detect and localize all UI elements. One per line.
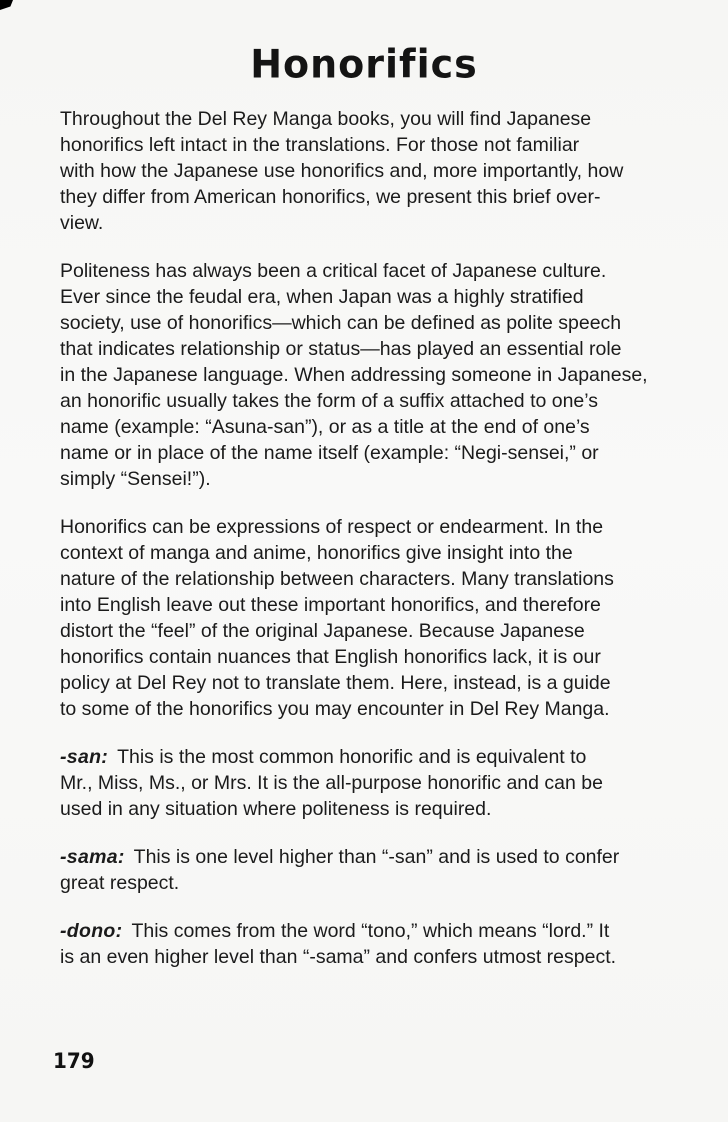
- body-text: [60, 106, 680, 992]
- text-line: honorifics left intact in the translations. For those not familiar: [60, 134, 580, 156]
- text-fragment: This is one level higher than “-san” and is used to confer: [133, 846, 620, 868]
- text-line: with how the Japanese use honorifics and, more importantly, how: [60, 160, 624, 182]
- page-number: 179: [53, 1049, 95, 1073]
- text-line: honorifics contain nuances that English honorifics lack, it is our: [60, 646, 601, 668]
- text-line: context of manga and anime, honorifics give insight into the: [60, 542, 573, 564]
- text-line: used in any situation where politeness is required.: [60, 798, 492, 820]
- text-line: view.: [60, 212, 104, 234]
- text-line: they differ from American honorifics, we present this brief over-: [60, 186, 601, 208]
- honorific-term-dono: -dono:: [60, 920, 123, 942]
- text-line: great respect.: [60, 872, 180, 894]
- text-line: in the Japanese language. When addressing someone in Japanese,: [60, 364, 648, 386]
- text-line: policy at Del Rey not to translate them. Here, instead, is a guide: [60, 672, 611, 694]
- text-fragment: This is the most common honorific and is equivalent to: [117, 746, 587, 768]
- paragraph-politeness: [60, 258, 680, 492]
- paragraph-expressions: [60, 514, 680, 722]
- honorific-entry-sama: [60, 844, 680, 896]
- honorific-term-sama: -sama:: [60, 846, 125, 868]
- text-line: is an even higher level than “-sama” and confers utmost respect.: [60, 946, 617, 968]
- text-line: Throughout the Del Rey Manga books, you will find Japanese: [60, 108, 592, 130]
- text-line: nature of the relationship between characters. Many translations: [60, 568, 614, 590]
- text-line: to some of the honorifics you may encounter in Del Rey Manga.: [60, 698, 610, 720]
- text-line: [60, 918, 680, 944]
- text-line: name (example: “Asuna-san”), or as a title at the end of one’s: [60, 416, 590, 438]
- honorific-entry-dono: [60, 918, 680, 970]
- text-line: Politeness has always been a critical facet of Japanese culture.: [60, 260, 607, 282]
- honorific-term-san: -san:: [60, 746, 109, 768]
- honorific-entry-san: [60, 744, 680, 822]
- text-fragment: This comes from the word “tono,” which means “lord.” It: [131, 920, 610, 942]
- text-line: [60, 844, 680, 870]
- scan-corner-artifact: [0, 0, 13, 10]
- text-line: Ever since the feudal era, when Japan was a highly stratified: [60, 286, 584, 308]
- page-title: Honorifics: [250, 41, 478, 87]
- text-line: society, use of honorifics—which can be defined as polite speech: [60, 312, 622, 334]
- text-line: simply “Sensei!”).: [60, 468, 211, 490]
- text-line: [60, 744, 680, 770]
- text-line: into English leave out these important honorifics, and therefore: [60, 594, 601, 616]
- text-line: an honorific usually takes the form of a suffix attached to one’s: [60, 390, 599, 412]
- text-line: Honorifics can be expressions of respect or endearment. In the: [60, 516, 604, 538]
- text-line: distort the “feel” of the original Japanese. Because Japanese: [60, 620, 585, 642]
- paragraph-intro-1: [60, 106, 680, 236]
- text-line: name or in place of the name itself (example: “Negi-sensei,” or: [60, 442, 599, 464]
- text-line: Mr., Miss, Ms., or Mrs. It is the all-purpose honorific and can be: [60, 772, 603, 794]
- text-line: that indicates relationship or status—has played an essential role: [60, 338, 622, 360]
